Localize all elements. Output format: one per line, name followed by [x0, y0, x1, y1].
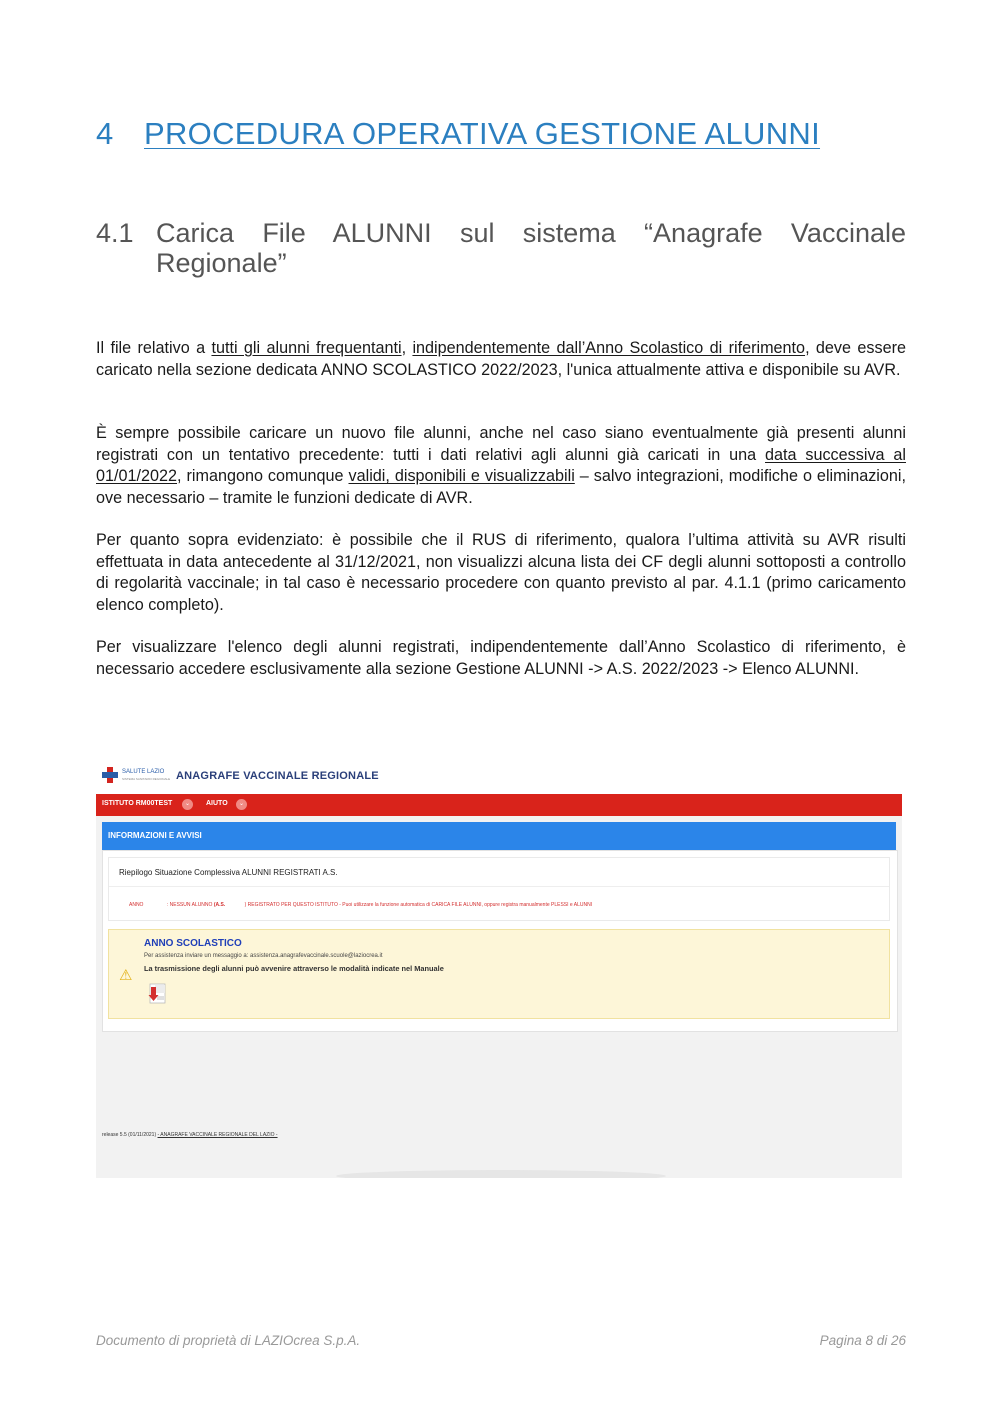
release-footer [102, 1132, 278, 1138]
info-bar [102, 822, 896, 850]
logo-subtext: SISTEMA SANITARIO REGIONALE [122, 777, 171, 781]
app-header [96, 754, 902, 794]
salute-lazio-cross-icon [102, 767, 118, 783]
shadow-artifact [336, 1170, 666, 1178]
chevron-down-icon[interactable]: ⌄ [182, 799, 193, 810]
avr-footer-link[interactable]: - ANAGRAFE VACCINALE REGIONALE DEL LAZIO - [157, 1132, 278, 1138]
subsection-number: 4.1 [96, 218, 134, 248]
subsection-heading [96, 218, 906, 278]
paragraph-3: Per quanto sopra evidenziato: è possibile che il RUS di riferimento, qualora l’ultima attività su AVR risulti effettuata in data antecedente al 31/12/2021, non visualizzi alcuna lista dei CF degli alunni sottoposti a controllo di regolarità vaccinale; in tal caso è necessario procedere con quanto previsto al par. 4.1.1 (primo caricamento elenco completo). [96, 531, 906, 614]
subsection-title: Carica File ALUNNI sul sistema “Anagrafe Vaccinale Regionale” [156, 218, 906, 278]
recap-box [108, 857, 890, 921]
footer-page-number: Pagina 8 di 26 [819, 1333, 906, 1348]
footer-owner: Documento di proprietà di LAZIOcrea S.p.A. [96, 1333, 361, 1348]
section-title-link[interactable]: PROCEDURA OPERATIVA GESTIONE ALUNNI [144, 116, 821, 151]
chevron-down-icon[interactable]: ⌄ [236, 799, 247, 810]
info-bar-title: INFORMAZIONI E AVVISI [108, 831, 202, 840]
paragraph-4: Per visualizzare l'elenco degli alunni registrati, indipendentemente dall’Anno Scolastico di riferimento, è necessario accedere esclusivamente alla sezione Gestione ALUNNI -> A.S. 2022/2023 -> Elenco ALUNNI. [96, 638, 906, 678]
underlined-text: tutti gli alunni frequentanti [211, 339, 402, 357]
section-heading [96, 116, 820, 152]
recap-anno: ANNO [129, 902, 144, 908]
app-title: ANAGRAFE VACCINALE REGIONALE [176, 770, 379, 782]
recap-message: ) REGISTRATO PER QUESTO ISTITUTO - Puoi utilizzare la funzione automatica di CARICA FILE ALUNNI, oppure registra manualmente PLESSI e ALUNNI [244, 902, 593, 908]
text: , rimangono comunque [177, 467, 349, 485]
section-number: 4 [96, 116, 114, 151]
info-panel [102, 850, 898, 1032]
underlined-text: validi, disponibili e visualizzabili [348, 467, 575, 485]
text: , [401, 339, 413, 357]
text: , deve essere caricato nella sezione dedicata ANNO SCOLASTICO 2022/2023, l'unica attualmente attiva e disponibile su AVR. [96, 339, 906, 379]
avr-screenshot [96, 754, 902, 1178]
divider [109, 886, 889, 887]
text: È sempre possibile caricare un nuovo file alunni, anche nel caso siano eventualmente già presenti alunni registrati con un tentativo precedente: tutti i dati relativi agli alunni già caricati in una [96, 424, 906, 464]
underlined-text: data successiva al 01/01/2022 [96, 445, 906, 485]
notice-transmission: La trasmissione degli alunni può avvenire attraverso le modalità indicate nel Manuale [144, 964, 444, 973]
pdf-manual-icon[interactable] [147, 983, 169, 1005]
paragraph-2 [96, 423, 906, 509]
recap-title: Riepilogo Situazione Complessiva ALUNNI REGISTRATI A.S. [119, 868, 338, 877]
salute-lazio-logo [122, 769, 170, 783]
paragraph-1 [96, 338, 906, 381]
release-text: release 5.5 (01/11/2021) [102, 1132, 157, 1138]
text: Il file relativo a [96, 339, 212, 357]
recap-row [129, 902, 592, 908]
notice-assistance: Per assistenza inviare un messaggio a: assistenza.anagrafevaccinale.scuole@laziocrea.it [144, 953, 383, 959]
underlined-text: indipendentemente dall’Anno Scolastico di riferimento [412, 339, 806, 357]
top-nav-bar [96, 794, 902, 816]
warning-icon: ⚠ [119, 967, 133, 984]
text: – salvo integrazioni, modifiche o eliminazioni, ove necessario – tramite le funzioni dedicate di AVR. [96, 467, 907, 507]
notice-box [108, 929, 890, 1019]
logo-text: SALUTE LAZIO [122, 769, 165, 775]
recap-as: (A.S. [213, 902, 226, 908]
nav-istituto[interactable]: ISTITUTO RM00TEST [102, 800, 173, 807]
recap-nessuno: : NESSUN ALUNNO [166, 902, 213, 908]
nav-aiuto[interactable]: AIUTO [206, 800, 228, 807]
notice-title: ANNO SCOLASTICO [144, 938, 242, 949]
